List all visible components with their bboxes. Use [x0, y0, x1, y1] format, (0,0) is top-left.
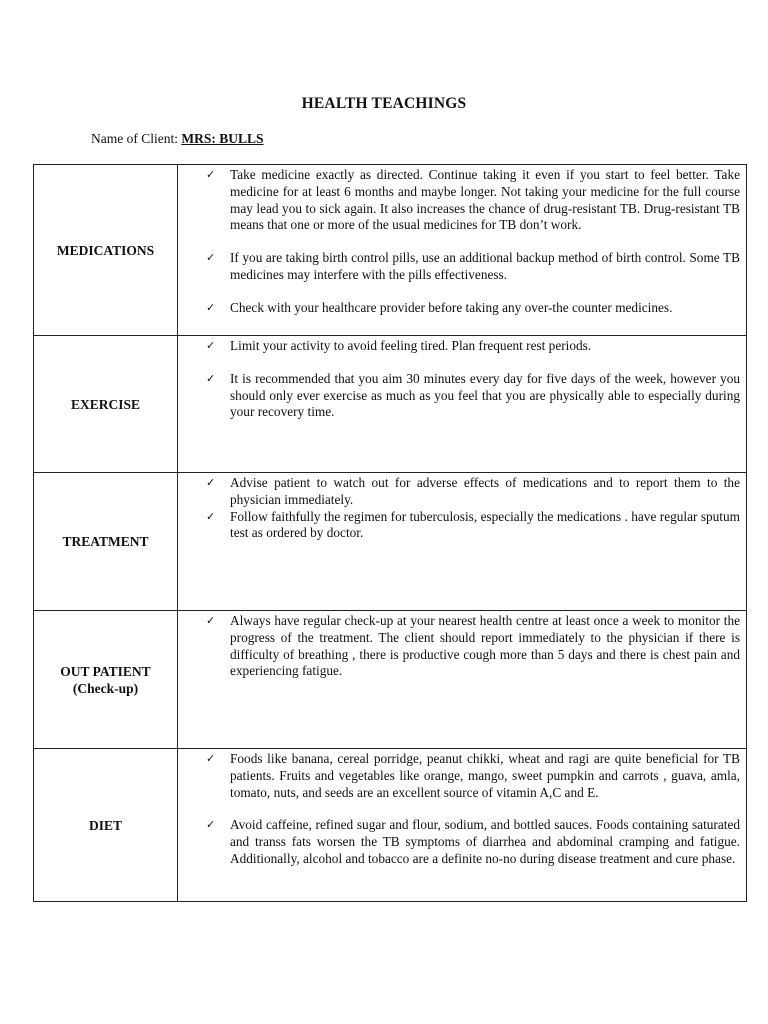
check-icon: ✓ [206, 339, 216, 352]
health-teachings-table [33, 164, 747, 902]
check-icon: ✓ [206, 476, 216, 489]
list-item-text: Follow faithfully the regimen for tuberculosis, especially the medications . have regular sputum test as ordered by doctor. [230, 508, 740, 541]
list-item [206, 167, 740, 234]
section-label-exercise: EXERCISE [34, 336, 178, 473]
table-row-treatment [34, 473, 747, 611]
list-item [206, 338, 740, 355]
section-label-out-patient-line1: OUT PATIENT [60, 663, 151, 679]
page-title: HEALTH TEACHINGS [301, 95, 467, 112]
list-item-text: Avoid caffeine, refined sugar and flour, sodium, and bottled sauces. Foods containing saturated and transs fats worsen the TB symptoms of diarrhea and abdominal cramping and fatigue. Additionally, alcohol and tobacco are a definite no-no during disease treatment and cure phase. [230, 817, 740, 866]
exercise-list [206, 338, 740, 421]
list-item [206, 751, 740, 801]
list-item [206, 613, 740, 680]
table-row-out-patient [34, 611, 747, 749]
section-content-diet [178, 749, 747, 902]
section-content-medications [178, 165, 747, 336]
client-line [91, 131, 264, 147]
table-row-medications [34, 165, 747, 336]
section-content-exercise [178, 336, 747, 473]
section-content-out-patient [178, 611, 747, 749]
list-item-text: Always have regular check-up at your nearest health centre at least once a week to monitor the progress of the treatment. The client should report immediately to the physician if there is difficulty of breathing , there is productive cough more than 5 days and there is chest pain and experiencing fatigue. [230, 613, 740, 679]
check-icon: ✓ [206, 752, 216, 765]
treatment-list [206, 475, 740, 542]
diet-list [206, 751, 740, 868]
section-content-treatment [178, 473, 747, 611]
check-icon: ✓ [206, 818, 216, 832]
medications-list [206, 167, 740, 317]
list-item-text: Check with your healthcare provider before taking any over-the counter medicines. [230, 299, 673, 315]
list-item-text: Limit your activity to avoid feeling tired. Plan frequent rest periods. [230, 338, 592, 353]
client-label: Name of Client: [91, 131, 178, 146]
list-item [206, 250, 740, 284]
check-icon: ✓ [206, 251, 216, 265]
check-icon: ✓ [206, 614, 216, 627]
section-label-medications: MEDICATIONS [34, 165, 178, 336]
section-label-out-patient-line2: (Check-up) [72, 680, 139, 696]
list-item [206, 509, 740, 543]
client-name: MRS: BULLS [181, 131, 264, 146]
section-label-treatment: TREATMENT [34, 473, 178, 611]
list-item [206, 371, 740, 421]
out-patient-list [206, 613, 740, 680]
list-item [206, 300, 740, 317]
table-row-exercise [34, 336, 747, 473]
check-icon: ✓ [206, 300, 216, 314]
check-icon: ✓ [206, 168, 216, 181]
list-item-text: Take medicine exactly as directed. Continue taking it even if you start to feel better. Take medicine for at least 6 months and maybe longer. Not taking your medicine for the full course may lead you to sick again. It also increases the chance of drug-resistant TB. Drug-resistant TB means that one or more of the usual medicines for TB don’t work. [230, 167, 740, 233]
table-row-diet [34, 749, 747, 902]
section-label-out-patient [34, 611, 178, 749]
list-item [206, 475, 740, 509]
list-item-text: Foods like banana, cereal porridge, peanut chikki, wheat and ragi are quite beneficial for TB patients. Fruits and vegetables like orange, mango, sweet pumpkin and carrots , guava, amla, tomato, nuts, and seeds are an excellent source of vitamin A,C and E. [230, 751, 740, 800]
check-icon: ✓ [206, 371, 216, 385]
list-item-text: Advise patient to watch out for adverse effects of medications and to report them to the physician immediately. [230, 475, 740, 507]
check-icon: ✓ [206, 509, 216, 523]
section-label-diet: DIET [34, 749, 178, 902]
list-item-text: If you are taking birth control pills, use an additional backup method of birth control. Some TB medicines may interfere with the pills effectiveness. [230, 250, 740, 282]
list-item [206, 817, 740, 867]
list-item-text: It is recommended that you aim 30 minutes every day for five days of the week, however you should only ever exercise as much as you feel that you are physically able to especially during your recovery time. [230, 370, 740, 420]
